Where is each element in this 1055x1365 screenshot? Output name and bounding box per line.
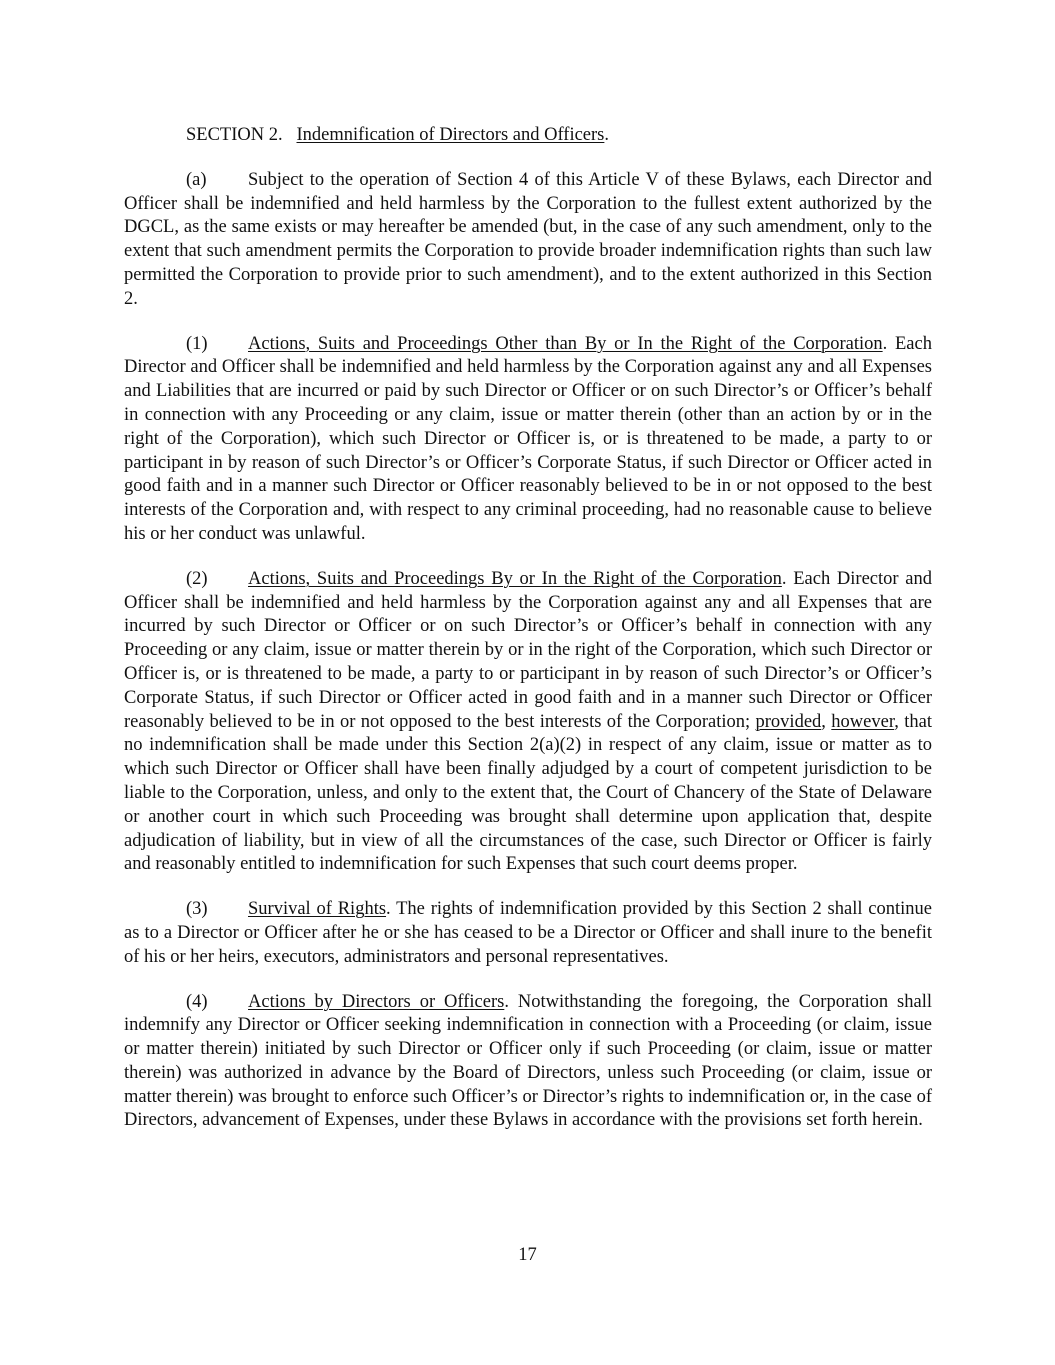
paragraph-heading: Actions, Suits and Proceedings By or In the Right of the Corporation — [248, 568, 782, 589]
section-label: SECTION 2. — [186, 125, 283, 145]
section-title: Indemnification of Directors and Officers — [296, 125, 605, 145]
paragraph-2 — [124, 568, 932, 877]
paragraph-4 — [124, 991, 932, 1134]
paragraph-3 — [124, 898, 932, 969]
paragraph-text: . Each Director and Officer shall be indemnified and held harmless by the Corporation against any and all Expenses and Liabilities that are incurred or paid by such Director or Officer or on such Director’s or Officer’s behalf in connection with any Proceeding or any claim, issue or matter therein (other than an action by or in the right of the Corporation), which such Director or Officer is, or is threatened to be made, a party to or participant in by reason of such Director’s or Officer’s Corporate Status, if such Director or Officer acted in good faith and in a manner such Director or Officer reasonably believed to be in or not opposed to the best interests of the Corporation and, with respect to any criminal proceeding, had no reasonable cause to believe his or her conduct was unlawful. — [124, 333, 932, 544]
provided-term: provided — [755, 711, 822, 732]
section-heading — [124, 124, 932, 148]
paragraph-text: . The rights of indemnification provided by this Section 2 shall continue as to a Director or Officer after he or she has ceased to be a Director or Officer and shall inure to the benefit of his or her heirs, executors, administrators and personal representatives. — [124, 899, 932, 967]
paragraph-text: Subject to the operation of Section 4 of this Article V of these Bylaws, each Director and Officer shall be indemnified and held harmless by the Corporation to the fullest extent authorized by the DGCL, as the same exists or may hereafter be amended (but, in the case of any such amendment, only to the extent that such amendment permits the Corporation to provide broader indemnification rights than such law permitted the Corporation to provide prior to such amendment), and to the extent authorized in this Section 2. — [124, 169, 932, 309]
paragraph-number: (2) — [186, 568, 208, 589]
paragraph-text-continued: , that no indemnification shall be made under this Section 2(a)(2) in respect of any claim, issue or matter as to which such Director or Officer shall have been finally adjudged by a court of competent jurisdiction to be liable to the Corporation, unless, and only to the extent that, the Court of Chancery of the State of Delaware or another court in which such Proceeding was brought shall determine upon application that, despite adjudication of liability, but in view of all the circumstances of the case, such Director or Officer is fairly and reasonably entitled to indemnification for such Expenses that such court deems proper. — [124, 711, 933, 875]
paragraph-heading: Actions by Directors or Officers — [248, 991, 505, 1012]
paragraph-number: (4) — [186, 991, 208, 1012]
document-body — [124, 124, 932, 1154]
section-title-period: . — [604, 125, 610, 145]
paragraph-1 — [124, 333, 932, 547]
page-number: 17 — [518, 1245, 537, 1265]
paragraph-heading: Survival of Rights — [248, 899, 387, 920]
paragraph-text: . Each Director and Officer shall be indemnified and held harmless by the Corporation against any and all Expenses that are incurred by such Director or Officer or on such Director’s or Officer’s behalf in connection with any Proceeding or any claim, issue or matter therein by or in the right of the Corporation, which such Director or Officer is, or is threatened to be made, a party to or participant in by reason of such Director’s or Officer’s Corporate Status, if such Director or Officer acted in good faith and in a manner such Director or Officer reasonably believed to be in or not opposed to the best interests of the Corporation; — [124, 568, 932, 732]
paragraph-a — [124, 169, 932, 312]
however-term: however — [831, 711, 895, 732]
paragraph-heading: Actions, Suits and Proceedings Other than By or In the Right of the Corporation — [248, 333, 883, 354]
paragraph-text: . Notwithstanding the foregoing, the Corporation shall indemnify any Director or Officer seeking indemnification in connection with a Proceeding (or claim, issue or matter therein) initiated by such Director or Officer only if such Proceeding (or claim, issue or matter therein) was authorized in advance by the Board of Directors, unless such Proceeding (or claim, issue or matter therein) was brought to enforce such Officer’s or Director’s rights to indemnification or, in the case of Directors, advancement of Expenses, under these Bylaws in accordance with the provisions set forth herein. — [124, 991, 932, 1131]
paragraph-number: (3) — [186, 899, 208, 920]
paragraph-number: (1) — [186, 333, 208, 354]
comma-separator: , — [821, 711, 832, 732]
paragraph-number: (a) — [186, 169, 207, 190]
